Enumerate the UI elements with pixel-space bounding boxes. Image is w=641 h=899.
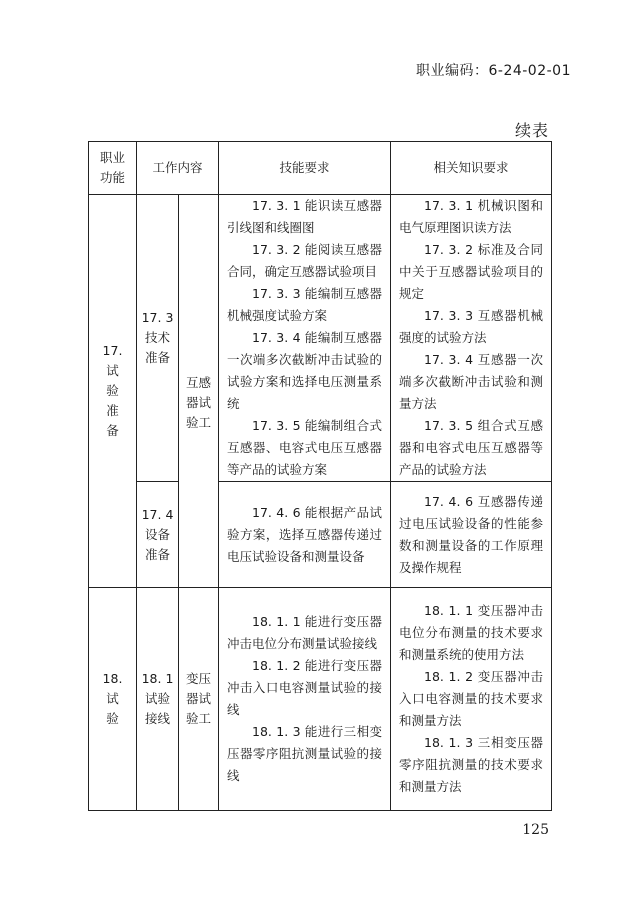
work-18-1: 18. 1 试验 接线 <box>137 588 179 811</box>
table-header-row <box>89 142 552 195</box>
header-knowledge: 相关知识要求 <box>391 142 552 195</box>
table-row <box>89 482 552 588</box>
work-17-4: 17. 4 设备 准备 <box>137 482 179 588</box>
job-transformer-instrument: 互感 器试 验工 <box>179 195 219 588</box>
job-transformer: 变压 器试 验工 <box>179 588 219 811</box>
work-17-3: 17. 3 技术 准备 <box>137 195 179 482</box>
header-function: 职业 功能 <box>89 142 137 195</box>
requirements-table <box>88 141 552 811</box>
header-work-content: 工作内容 <box>137 142 219 195</box>
skills-17-4: 17. 4. 6 能根据产品试验方案，选择互感器传递过电压试验设备和测量设备 <box>219 482 391 588</box>
function-17: 17. 试 验 准 备 <box>89 195 137 588</box>
knowledge-17-4: 17. 4. 6 互感器传递过电压试验设备的性能参数和测量设备的工作原理及操作规程 <box>391 482 552 588</box>
continued-label: 续表 <box>514 121 549 140</box>
header-skills: 技能要求 <box>219 142 391 195</box>
function-18: 18. 试 验 <box>89 588 137 811</box>
skills-17-3: 17. 3. 1 能识读互感器引线图和线圈图 17. 3. 2 能阅读互感器合同，确定互感器试验项目 17. 3. 3 能编制互感器机械强度试验方案 17. 3. 4 能编制互感器一次端多次截断冲击试验的试验方案和选择电压测量系统 17. 3. 5 能编制组合式互感器、电容式电压互感器等产品的试验方案 <box>219 195 391 482</box>
knowledge-17-3: 17. 3. 1 机械识图和电气原理图识读方法 17. 3. 2 标准及合同中关于互感器试验项目的规定 17. 3. 3 互感器机械强度的试验方法 17. 3. 4 互感器一次端多次截断冲击试验和测量方法 17. 3. 5 组合式互感器和电容式电压互感器等产品的试验方法 <box>391 195 552 482</box>
skills-18-1: 18. 1. 1 能进行变压器冲击电位分布测量试验接线 18. 1. 2 能进行变压器冲击入口电容测量试验的接线 18. 1. 3 能进行三相变压器零序阻抗测量试验的接线 <box>219 588 391 811</box>
table-row <box>89 588 552 811</box>
knowledge-18-1: 18. 1. 1 变压器冲击电位分布测量的技术要求和测量系统的使用方法 18. 1. 2 变压器冲击入口电容测量的技术要求和测量方法 18. 1. 3 三相变压器零序阻抗测量的技术要求和测量方法 <box>391 588 552 811</box>
page-number: 125 <box>522 822 549 838</box>
occupation-code: 职业编码：6-24-02-01 <box>415 63 571 79</box>
table-row <box>89 195 552 482</box>
